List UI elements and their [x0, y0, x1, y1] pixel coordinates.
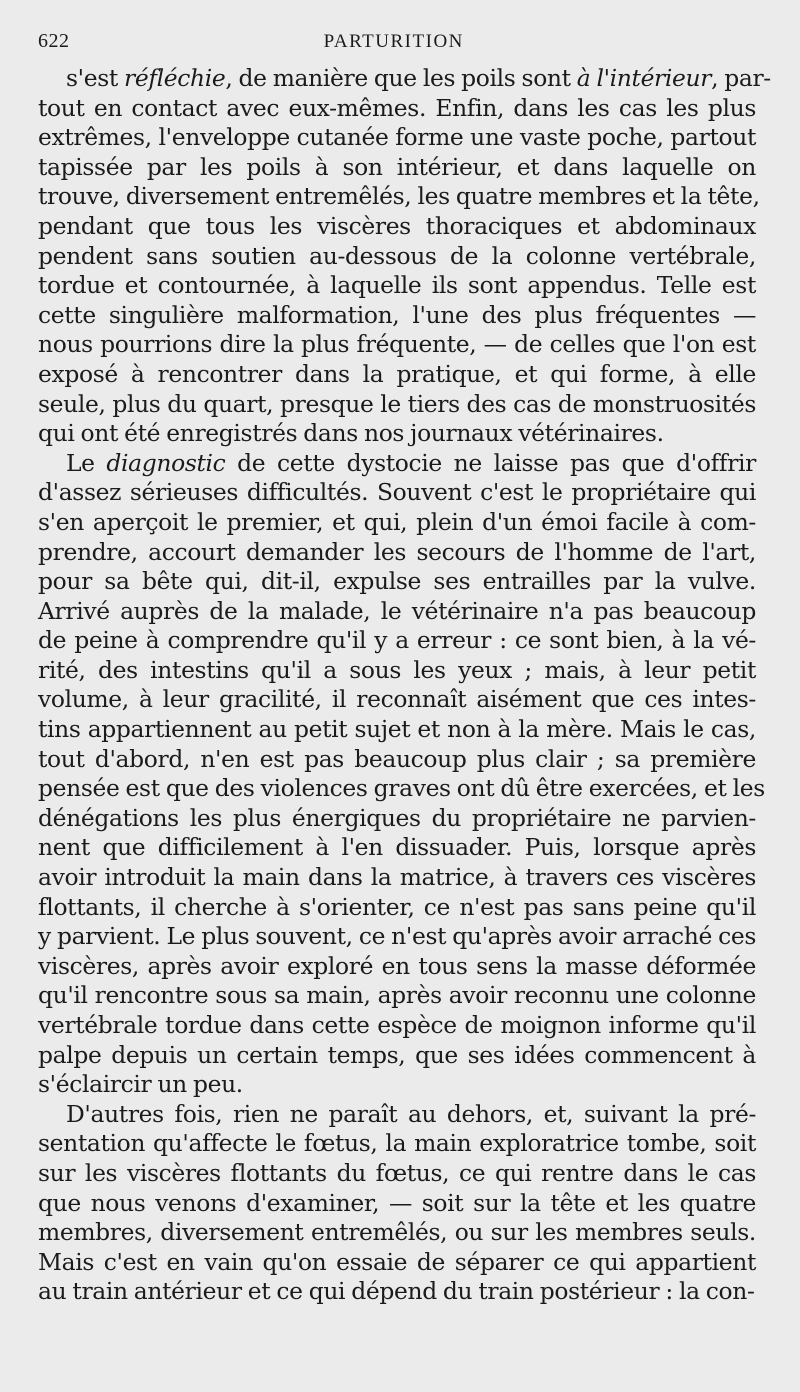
paragraph	[38, 1100, 756, 1307]
page-number: 622	[38, 30, 70, 52]
text-line: d'assez sérieuses difficultés. Souvent c'est le propriétaire qui	[38, 478, 756, 507]
text-line: D'autres fois, rien ne paraît au dehors, et, suivant la pré-	[66, 1099, 756, 1128]
text-line: pendent sans soutien au-dessous de la colonne vertébrale,	[38, 241, 756, 270]
text-line: s'éclaircir un peu.	[38, 1070, 243, 1099]
text-line: pensée est que des violences graves ont dû être exercées, et les	[38, 774, 765, 803]
text-line: extrêmes, l'enveloppe cutanée forme une vaste poche, partout	[38, 123, 756, 152]
text-line: prendre, accourt demander les secours de l'homme de l'art,	[38, 537, 756, 566]
text-line: dénégations les plus énergiques du propriétaire ne parvien-	[38, 803, 756, 832]
text-line: s'en aperçoit le premier, et qui, plein d'un émoi facile à com-	[38, 507, 756, 536]
text-line: de peine à comprendre qu'il y a erreur : ce sont bien, à la vé-	[38, 626, 756, 655]
page-header	[38, 30, 756, 64]
text-line: au train antérieur et ce qui dépend du train postérieur : la con-	[38, 1277, 755, 1306]
text-line: Le diagnostic de cette dystocie ne laisse pas que d'offrir	[66, 448, 756, 477]
body-text	[38, 64, 771, 1307]
text-line: pendant que tous les viscères thoraciques et abdominaux	[38, 211, 756, 240]
text-line: y parvient. Le plus souvent, ce n'est qu'après avoir arraché ces	[38, 922, 756, 951]
text-line: trouve, diversement entremêlés, les quatre membres et la tête,	[38, 182, 760, 211]
text-line: rité, des intestins qu'il a sous les yeux ; mais, à leur petit	[38, 655, 756, 684]
text-line: vertébrale tordue dans cette espèce de moignon informe qu'il	[38, 1011, 756, 1039]
text-line: flottants, il cherche à s'orienter, ce n'est pas sans peine qu'il	[38, 892, 756, 921]
text-line: nous pourrions dire la plus fréquente, — de celles que l'on est	[38, 330, 756, 359]
text-line: nent que difficilement à l'en dissuader. Puis, lorsque après	[38, 833, 756, 862]
text-line: volume, à leur gracilité, il reconnaît aisément que ces intes-	[38, 685, 756, 714]
running-title: PARTURITION	[323, 31, 464, 52]
text-line: s'est réfléchie, de manière que les poils sont à l'intérieur, par-	[66, 64, 771, 92]
text-line: que nous venons d'examiner, — soit sur la tête et les quatre	[38, 1188, 756, 1217]
text-line: exposé à rencontrer dans la pratique, et qui forme, à elle	[38, 359, 756, 388]
paragraph	[38, 64, 771, 449]
text-line: tins appartiennent au petit sujet et non à la mère. Mais le cas,	[38, 715, 756, 744]
text-line: viscères, après avoir exploré en tous sens la masse déformée	[38, 951, 756, 980]
italic-term: réfléchie	[124, 64, 226, 92]
text-line: Mais c'est en vain qu'on essaie de séparer ce qui appartient	[38, 1247, 756, 1276]
text-line: tout en contact avec eux-mêmes. Enfin, dans les cas les plus	[38, 93, 756, 122]
text-line: palpe depuis un certain temps, que ses idées commencent à	[38, 1040, 756, 1069]
text-line: pour sa bête qui, dit-il, expulse ses entrailles par la vulve.	[38, 567, 756, 596]
text-line: sur les viscères flottants du fœtus, ce qui rentre dans le cas	[38, 1158, 756, 1187]
text-line: sentation qu'affecte le fœtus, la main exploratrice tombe, soit	[38, 1129, 756, 1158]
text-line: membres, diversement entremêlés, ou sur les membres seuls.	[38, 1218, 756, 1247]
italic-term: à l'intérieur	[576, 64, 712, 92]
text-line: tout d'abord, n'en est pas beaucoup plus clair ; sa première	[38, 744, 756, 773]
text-line: avoir introduit la main dans la matrice, à travers ces viscères	[38, 863, 756, 892]
text-line: qu'il rencontre sous sa main, après avoir reconnu une colonne	[38, 981, 756, 1010]
text-line: tapissée par les poils à son intérieur, et dans laquelle on	[38, 152, 756, 181]
text-line: qui ont été enregistrés dans nos journaux vétérinaires.	[38, 419, 664, 448]
text-line: tordue et contournée, à laquelle ils sont appendus. Telle est	[38, 271, 756, 300]
text-line: seule, plus du quart, presque le tiers des cas de monstruosités	[38, 389, 756, 418]
text-line: cette singulière malformation, l'une des plus fréquentes —	[38, 300, 756, 329]
italic-term: diagnostic	[106, 448, 226, 477]
text-line: Arrivé auprès de la malade, le vétérinaire n'a pas beaucoup	[38, 596, 756, 625]
paragraph	[38, 448, 765, 1100]
